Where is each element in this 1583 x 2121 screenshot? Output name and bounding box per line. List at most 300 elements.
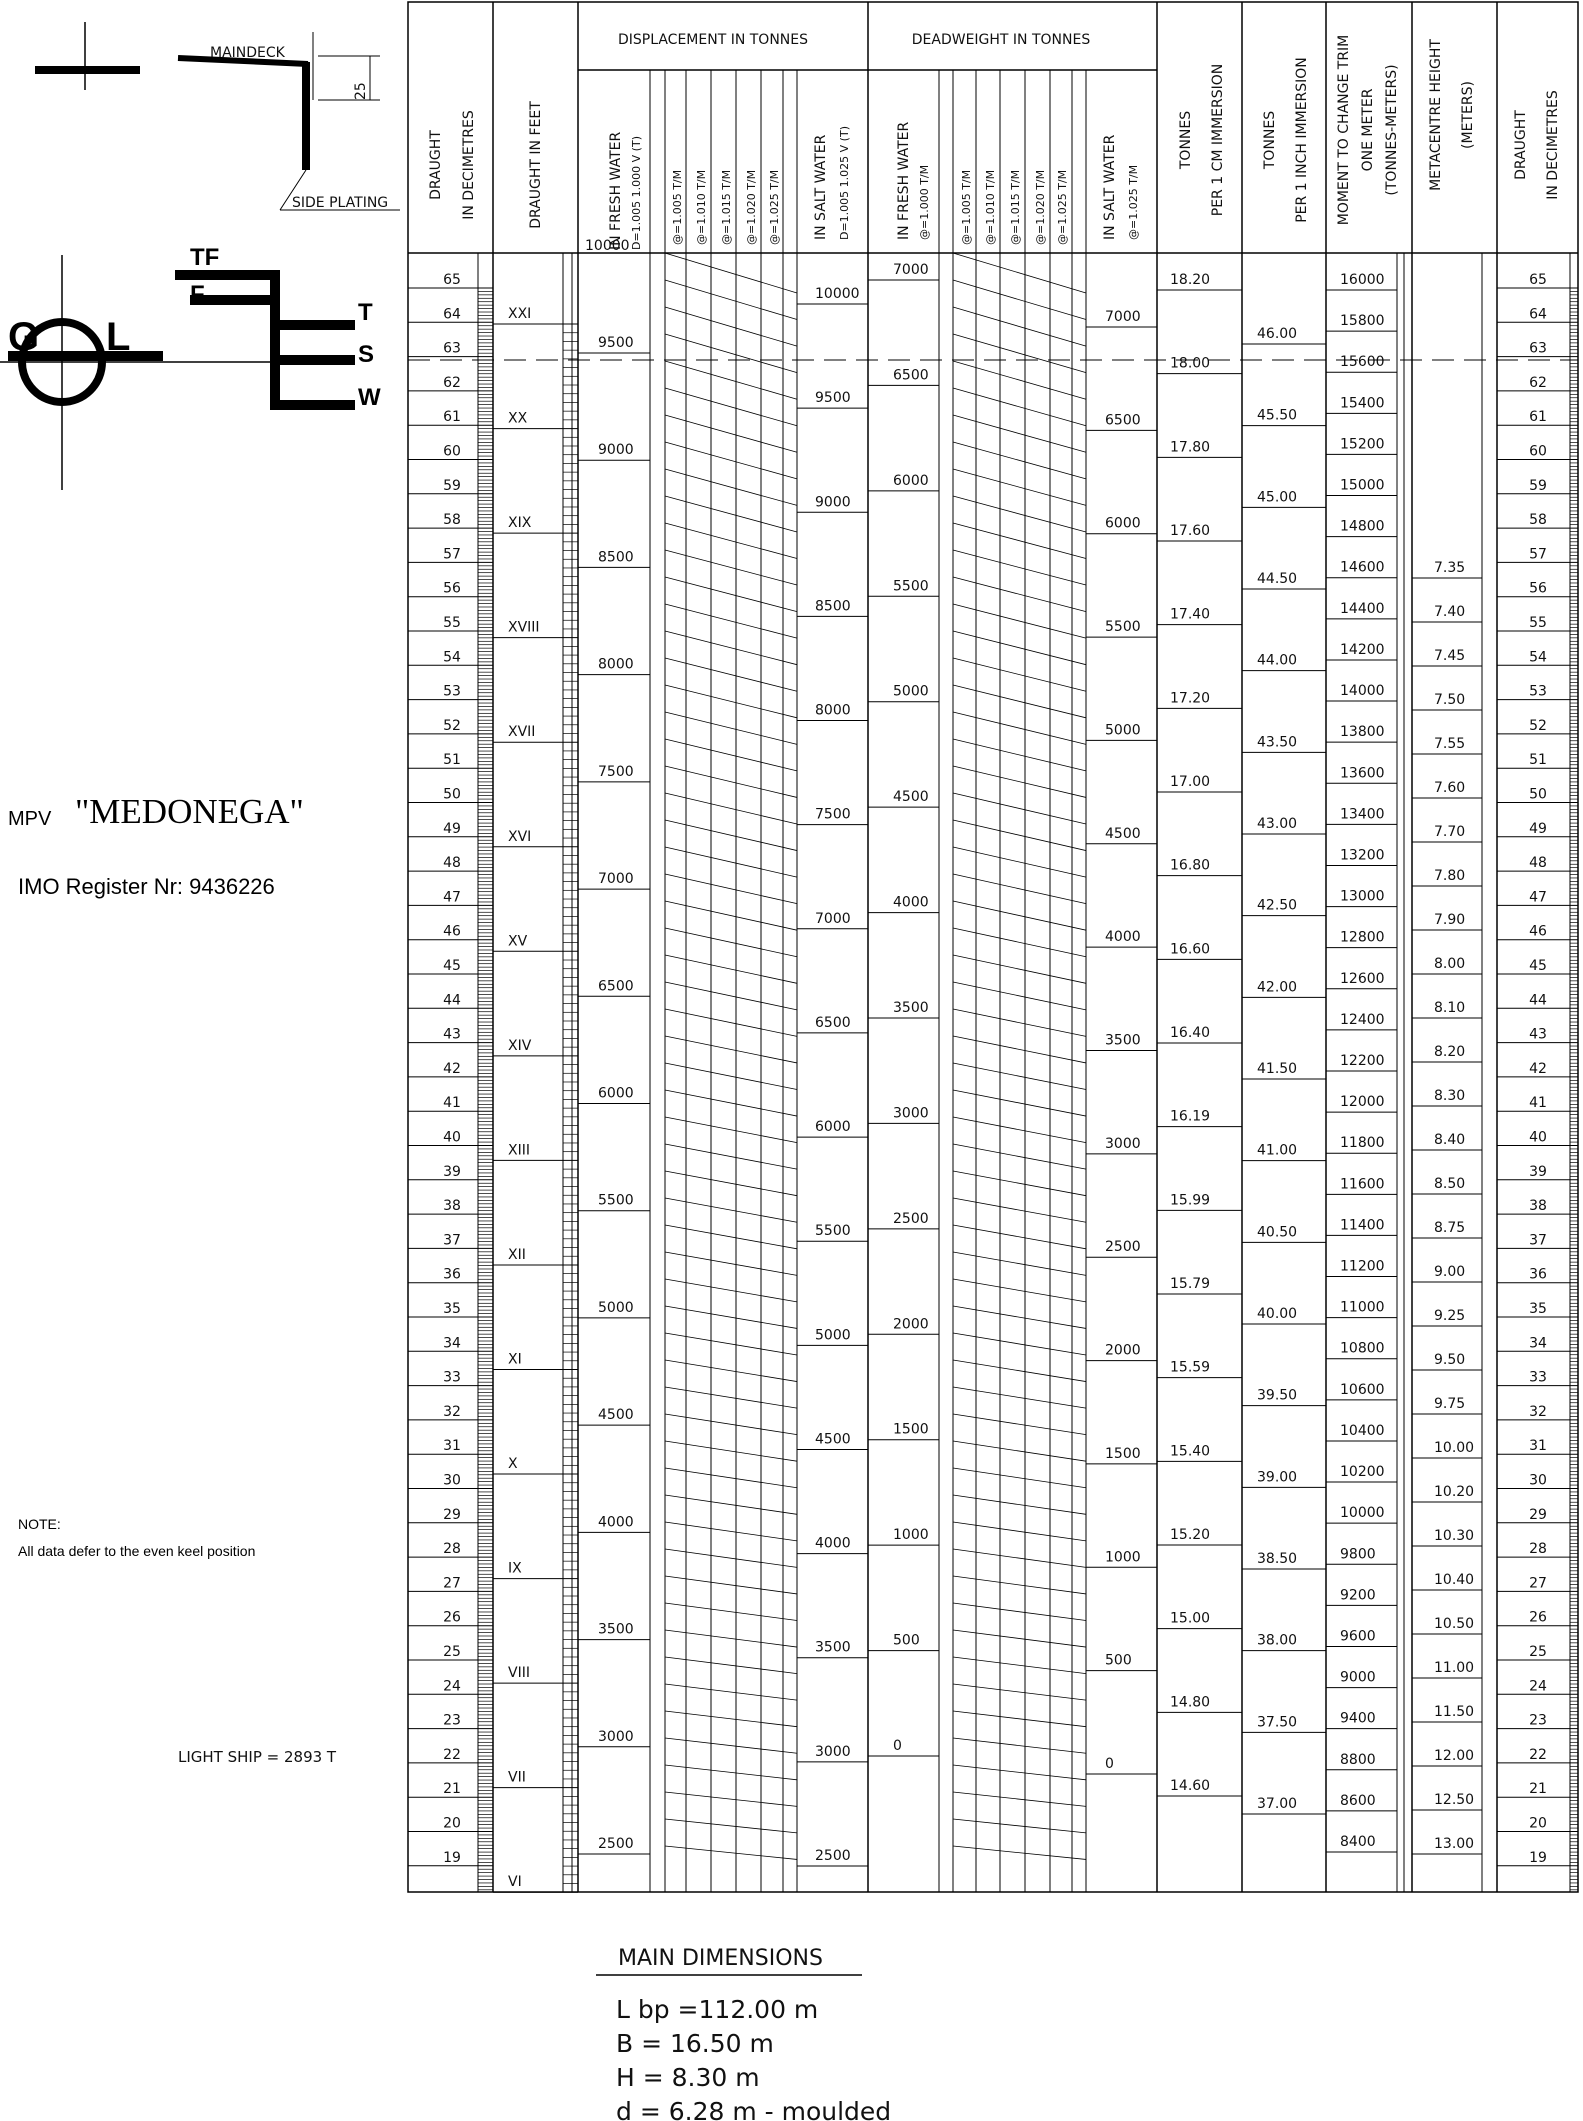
draught-dm-value: 63 (1529, 340, 1547, 357)
draught-feet-value: XIX (508, 515, 532, 532)
dw_fresh-value: 4000 (893, 894, 929, 911)
mct-value: 11800 (1340, 1135, 1385, 1152)
density-ladder-line (665, 1360, 797, 1382)
column-deadweight-fresh (868, 262, 939, 1756)
density-ladder-line (953, 1414, 1086, 1435)
mct-value: 13200 (1340, 847, 1385, 864)
main-dimensions-title: MAIN DIMENSIONS (618, 1946, 823, 1971)
density-ladder-line (953, 739, 1086, 771)
density-ladder-line (953, 712, 1086, 744)
density-ladder-line (953, 1117, 1086, 1143)
draught-dm-value: 28 (443, 1541, 461, 1558)
mct-value: 8800 (1340, 1751, 1376, 1768)
letter-f: F (190, 281, 205, 308)
draught-feet-value: XX (508, 410, 528, 427)
tpc-value: 15.99 (1170, 1192, 1211, 1209)
density-ladder-line (953, 955, 1086, 983)
header-draught-dm-left-2: IN DECIMETRES (461, 110, 477, 220)
mct-value: 9000 (1340, 1669, 1376, 1686)
metacentre-value: 8.10 (1434, 1000, 1466, 1016)
draught-feet-value: XIV (508, 1037, 532, 1054)
mct-value: 8600 (1340, 1792, 1376, 1809)
disp_salt-value: 7500 (815, 806, 851, 823)
mct-value: 11200 (1340, 1258, 1385, 1275)
tpi-value: 40.50 (1257, 1224, 1298, 1241)
draught-feet-value: XV (508, 933, 528, 950)
density-ladder-line (665, 928, 797, 957)
dw_salt-value: 1000 (1105, 1549, 1141, 1566)
density-ladder-line (665, 1306, 797, 1328)
density-ladder-line (953, 1657, 1086, 1674)
density-ladder-line (665, 550, 797, 585)
density-ladder-line (665, 1225, 797, 1249)
mct-value: 10400 (1340, 1422, 1385, 1439)
density-ladder-line (953, 1198, 1086, 1222)
density-ladder-line (953, 1171, 1086, 1196)
header-dw-salt-1: IN SALT WATER (1102, 134, 1118, 240)
density-ladder-line (953, 982, 1086, 1010)
tpi-value: 44.00 (1257, 652, 1298, 669)
dw_fresh-value: 3500 (893, 1000, 929, 1016)
density-ladder-line (665, 1630, 797, 1647)
tpc-value: 16.60 (1170, 941, 1211, 958)
disp_salt-value: 3000 (815, 1743, 851, 1760)
density-ladder-line (953, 1765, 1086, 1780)
ship-name: "MEDONEGA" (75, 792, 304, 831)
density-ladder-line (953, 469, 1086, 505)
dw_fresh-value: 2000 (893, 1316, 929, 1333)
density-ladder-line (953, 658, 1086, 691)
draught-dm-value: 41 (443, 1095, 461, 1112)
letter-w: W (358, 384, 381, 411)
disp_salt-value: 2500 (815, 1848, 851, 1864)
tpc-value: 15.20 (1170, 1527, 1211, 1543)
density-ladder-line (665, 1711, 797, 1727)
draught-feet-value: XI (508, 1351, 522, 1368)
density-ladder-line (953, 631, 1086, 665)
draught-dm-value: 44 (443, 992, 461, 1009)
density-ladder-line (665, 1414, 797, 1435)
draught-dm-value: 48 (1529, 855, 1547, 872)
draught-dm-value: 34 (443, 1335, 461, 1352)
draught-dm-value: 55 (443, 615, 461, 631)
density-ladder-line (665, 901, 797, 930)
tpc-value: 16.19 (1170, 1108, 1211, 1125)
draught-dm-value: 61 (1529, 409, 1547, 426)
density-ladders (665, 253, 1086, 1859)
draught-dm-value: 65 (1529, 272, 1547, 288)
draught-dm-value: 22 (443, 1746, 461, 1763)
draught-dm-value: 36 (443, 1266, 461, 1283)
density-ladder-line (953, 1711, 1086, 1727)
dim-h: H = 8.30 m (616, 2063, 760, 2092)
column-tpi (1242, 326, 1326, 1814)
header-dw-fresh-2: @=1.000 T/M (918, 164, 931, 240)
metacentre-value: 7.90 (1434, 912, 1466, 928)
draught-feet-value: XVII (508, 724, 536, 741)
draught-dm-value: 38 (1529, 1198, 1547, 1215)
metacentre-value: 11.50 (1434, 1704, 1475, 1720)
density-ladder-line (665, 847, 797, 877)
dw_salt-value: 3000 (1105, 1135, 1141, 1152)
draught-feet-value: XVIII (508, 619, 540, 636)
mct-value: 14800 (1340, 518, 1385, 535)
density-ladder-line (665, 712, 797, 744)
draught-dm-value: 41 (1529, 1095, 1547, 1112)
tpc-value: 16.40 (1170, 1025, 1211, 1041)
dw_salt-value: 500 (1105, 1652, 1132, 1669)
density-ladder-line (665, 631, 797, 665)
dw_fresh-value: 0 (893, 1738, 902, 1754)
dw_fresh-value: 6500 (893, 367, 929, 384)
scale-tick-strips (478, 253, 1570, 1892)
mct-value: 12400 (1340, 1011, 1385, 1028)
density-ladder-line (953, 1279, 1086, 1302)
draught-dm-value: 31 (1529, 1438, 1547, 1455)
draught-dm-value: 44 (1529, 992, 1547, 1009)
metacentre-value: 7.80 (1434, 868, 1466, 884)
metacentre-value: 7.60 (1434, 780, 1466, 796)
column-draught-feet (493, 306, 578, 1892)
density-label: @=1.020 T/M (1034, 169, 1047, 245)
draught-dm-value: 37 (443, 1232, 461, 1249)
header-draught-dm-right-1: DRAUGHT (1513, 110, 1529, 180)
draught-dm-value: 19 (443, 1849, 461, 1866)
disp_fresh-value: 3500 (598, 1621, 634, 1638)
density-ladder-line (665, 1819, 797, 1833)
mct-value: 9800 (1340, 1546, 1376, 1563)
draught-feet-value: XII (508, 1246, 526, 1263)
disp_salt-value: 10000 (815, 286, 860, 302)
density-ladder-line (665, 982, 797, 1010)
light-ship-label: LIGHT SHIP = 2893 T (178, 1748, 337, 1766)
density-ladder-line (665, 1603, 797, 1621)
draught-dm-value: 25 (1529, 1644, 1547, 1660)
disp_fresh-value: 2500 (598, 1836, 634, 1852)
draught-dm-value: 64 (443, 306, 461, 323)
disp_salt-value: 4000 (815, 1535, 851, 1552)
disp_salt-value: 5000 (815, 1327, 851, 1344)
imo-register: IMO Register Nr: 9436226 (18, 874, 275, 899)
draught-dm-value: 27 (1529, 1575, 1547, 1592)
header-deadweight: DEADWEIGHT IN TONNES (911, 32, 1091, 48)
density-ladder-line (665, 658, 797, 691)
mct-value: 8400 (1340, 1834, 1376, 1850)
metacentre-value: 7.35 (1434, 560, 1466, 576)
header-mct-3: (TONNES-METERS) (1384, 64, 1400, 196)
draught-feet-value: XVI (508, 828, 532, 845)
draught-dm-value: 45 (1529, 958, 1547, 974)
draught-dm-value: 21 (443, 1781, 461, 1798)
mct-value: 15400 (1340, 395, 1385, 412)
disp_fresh-value: 4500 (598, 1407, 634, 1424)
density-ladder-line (953, 1576, 1086, 1594)
draught-dm-value: 20 (443, 1815, 461, 1832)
header-tpc-2: PER 1 CM IMMERSION (1210, 63, 1226, 217)
disp_salt-value: 9500 (815, 390, 851, 407)
metacentre-value: 9.50 (1434, 1352, 1466, 1368)
density-ladder-line (953, 874, 1086, 904)
density-ladder-line (953, 1252, 1086, 1275)
density-ladder-line (953, 820, 1086, 851)
header-metacentre-2: (METERS) (1460, 81, 1476, 149)
draught-dm-value: 46 (1529, 923, 1547, 940)
draught-dm-value: 28 (1529, 1541, 1547, 1558)
draught-dm-value: 27 (443, 1575, 461, 1592)
draught-dm-value: 50 (1529, 786, 1547, 803)
draught-dm-value: 55 (1529, 615, 1547, 631)
density-ladder-line (953, 1441, 1086, 1461)
column-draught-decimetres-left (443, 272, 461, 1866)
tpc-value: 16.80 (1170, 857, 1211, 874)
density-ladder-line (953, 1522, 1086, 1541)
metacentre-value: 13.00 (1434, 1836, 1475, 1852)
metacentre-value: 10.20 (1434, 1484, 1475, 1500)
density-ladder-line (953, 928, 1086, 957)
column-draught-decimetres-right (1529, 272, 1547, 1866)
density-ladder-line (665, 1765, 797, 1780)
draught-dm-value: 53 (1529, 683, 1547, 700)
tpi-value: 45.50 (1257, 407, 1298, 424)
header-displacement: DISPLACEMENT IN TONNES (617, 32, 809, 48)
draught-feet-value: VI (508, 1874, 522, 1891)
density-ladder-line (953, 685, 1086, 718)
density-ladder-line (953, 847, 1086, 877)
draught-dm-value: 57 (443, 546, 461, 563)
density-ladder-line (665, 1792, 797, 1806)
mct-value: 12200 (1340, 1053, 1385, 1069)
draught-dm-value: 47 (443, 889, 461, 906)
density-ladder-line (665, 577, 797, 612)
metacentre-value: 9.00 (1434, 1264, 1466, 1280)
dw_salt-value: 4500 (1105, 825, 1141, 842)
density-ladder-line (953, 523, 1086, 559)
note-text: All data defer to the even keel position (18, 1543, 256, 1559)
draught-dm-value: 21 (1529, 1781, 1547, 1798)
dw_salt-value: 0 (1105, 1756, 1114, 1772)
tpi-value: 40.00 (1257, 1306, 1298, 1322)
letter-g: G (8, 315, 40, 359)
tpc-value: 18.00 (1170, 355, 1211, 372)
draught-dm-value: 36 (1529, 1266, 1547, 1283)
tpc-value: 15.79 (1170, 1276, 1211, 1292)
dw_fresh-value: 4500 (893, 789, 929, 806)
metacentre-value: 9.25 (1434, 1308, 1466, 1324)
draught-dm-value: 30 (1529, 1472, 1547, 1489)
disp_fresh-value: 7000 (598, 871, 634, 888)
mct-value: 9200 (1340, 1587, 1376, 1604)
metacentre-value: 9.75 (1434, 1396, 1466, 1412)
header-metacentre-1: METACENTRE HEIGHT (1428, 39, 1444, 191)
draught-dm-value: 50 (443, 786, 461, 803)
density-ladder-line (953, 442, 1086, 479)
header-disp-salt-1: IN SALT WATER (813, 134, 829, 240)
draught-dm-value: 62 (443, 374, 461, 391)
density-ladder-line (953, 793, 1086, 824)
draught-dm-value: 22 (1529, 1746, 1547, 1763)
mct-value: 12600 (1340, 970, 1385, 987)
draught-dm-value: 60 (1529, 443, 1547, 460)
density-ladder-line (953, 1225, 1086, 1249)
density-ladder-line (665, 1846, 797, 1859)
draught-dm-value: 30 (443, 1472, 461, 1489)
metacentre-value: 8.40 (1434, 1132, 1466, 1148)
tpc-value: 17.00 (1170, 774, 1211, 790)
draught-dm-value: 59 (1529, 477, 1547, 494)
header-tpi-1: TONNES (1262, 110, 1278, 170)
disp_salt-value: 5500 (815, 1223, 851, 1240)
header-mct-1: MOMENT TO CHANGE TRIM (1336, 34, 1352, 226)
mct-value: 13800 (1340, 724, 1385, 741)
density-label: @=1.025 T/M (1056, 169, 1069, 245)
metacentre-value: 8.50 (1434, 1176, 1466, 1192)
density-ladder-line (665, 1522, 797, 1541)
dw_salt-value: 4000 (1105, 929, 1141, 946)
tpi-value: 43.00 (1257, 816, 1298, 832)
density-ladder-line (665, 1090, 797, 1116)
density-ladder-line (665, 496, 797, 532)
column-displacement-salt (797, 286, 868, 1866)
column-metacentre (1412, 560, 1482, 1854)
density-ladder-line (665, 280, 797, 320)
draught-dm-value: 25 (443, 1644, 461, 1660)
draught-dm-value: 54 (1529, 649, 1547, 666)
density-label: @=1.025 T/M (768, 169, 781, 245)
header-draught-dm-left-1: DRAUGHT (428, 130, 444, 200)
density-ladder-line (665, 469, 797, 505)
column-mct (1326, 272, 1397, 1852)
dw_salt-value: 7000 (1105, 309, 1141, 325)
density-ladder-line (665, 1117, 797, 1143)
density-ladder-line (665, 604, 797, 638)
draught-dm-value: 23 (1529, 1712, 1547, 1729)
density-ladder-line (953, 280, 1086, 320)
density-ladder-line (953, 1306, 1086, 1328)
density-ladder-line (953, 1009, 1086, 1036)
mct-value: 15200 (1340, 436, 1385, 453)
dw_fresh-value: 3000 (893, 1105, 929, 1122)
draught-dm-value: 59 (443, 477, 461, 494)
density-ladder-line (953, 1036, 1086, 1063)
disp_fresh-value: 8000 (598, 656, 634, 673)
draught-dm-value: 43 (443, 1026, 461, 1043)
density-ladder-line (953, 1090, 1086, 1116)
draught-dm-value: 58 (443, 512, 461, 529)
draught-dm-value: 40 (1529, 1129, 1547, 1146)
dw_fresh-value: 7000 (893, 262, 929, 278)
mct-value: 13000 (1340, 888, 1385, 905)
disp_salt-value: 6500 (815, 1014, 851, 1031)
tpi-value: 41.50 (1257, 1061, 1298, 1077)
tpi-value: 39.00 (1257, 1469, 1298, 1486)
density-ladder-line (665, 1279, 797, 1302)
tpi-value: 42.50 (1257, 897, 1298, 914)
header-disp-fresh-1: IN FRESH WATER (608, 131, 624, 250)
density-ladder-line (953, 1144, 1086, 1169)
tpc-value: 15.40 (1170, 1443, 1211, 1460)
density-ladder-line (665, 1171, 797, 1196)
tpc-value: 17.60 (1170, 523, 1211, 539)
mct-value: 12800 (1340, 929, 1385, 946)
draught-dm-value: 23 (443, 1712, 461, 1729)
disp_fresh-value: 6500 (598, 978, 634, 995)
density-ladder-line (665, 1144, 797, 1169)
density-ladder-line (953, 1630, 1086, 1647)
tpi-value: 41.00 (1257, 1142, 1298, 1159)
mct-value: 10600 (1340, 1381, 1385, 1398)
density-ladder-line (665, 793, 797, 824)
metacentre-value: 10.30 (1434, 1528, 1475, 1544)
density-ladder-line (953, 1738, 1086, 1753)
density-ladder-line (665, 1684, 797, 1700)
density-ladder-line (953, 1063, 1086, 1090)
density-ladder-line (953, 550, 1086, 585)
metacentre-value: 8.00 (1434, 956, 1466, 972)
disp_fresh-value: 5500 (598, 1192, 634, 1209)
dw_salt-value: 6500 (1105, 412, 1141, 429)
draught-dm-value: 43 (1529, 1026, 1547, 1043)
disp_salt-value: 8000 (815, 702, 851, 719)
draught-dm-value: 60 (443, 443, 461, 460)
metacentre-value: 12.50 (1434, 1792, 1475, 1808)
density-ladder-line (665, 1252, 797, 1275)
density-ladder-line (665, 820, 797, 851)
density-ladder-line (665, 1738, 797, 1753)
density-label: @=1.005 T/M (960, 169, 973, 245)
tpc-value: 17.20 (1170, 690, 1211, 707)
disp_salt-value: 9000 (815, 494, 851, 511)
letter-s: S (358, 341, 375, 368)
dw_fresh-value: 2500 (893, 1210, 929, 1227)
draught-feet-value: VII (508, 1769, 526, 1786)
metacentre-value: 7.70 (1434, 824, 1466, 840)
density-ladder-line (665, 442, 797, 479)
column-displacement-fresh (578, 238, 650, 1854)
draught-dm-value: 33 (1529, 1369, 1547, 1386)
density-ladder-line (665, 685, 797, 718)
column-tpc (1157, 272, 1242, 1796)
draught-dm-value: 24 (443, 1678, 461, 1695)
dw_salt-value: 1500 (1105, 1445, 1141, 1462)
header-draught-feet: DRAUGHT IN FEET (528, 101, 544, 229)
metacentre-value: 11.00 (1434, 1660, 1475, 1676)
density-ladder-line (665, 253, 797, 293)
density-ladder-line (665, 1549, 797, 1567)
mct-value: 10800 (1340, 1340, 1385, 1357)
density-ladder-line (953, 1684, 1086, 1700)
draught-dm-value: 62 (1529, 374, 1547, 391)
density-ladder-line (665, 1198, 797, 1222)
tpi-value: 39.50 (1257, 1387, 1298, 1404)
draught-dm-value: 19 (1529, 1849, 1547, 1866)
mct-value: 16000 (1340, 272, 1385, 288)
draught-dm-value: 37 (1529, 1232, 1547, 1249)
metacentre-value: 7.55 (1434, 736, 1466, 752)
draught-dm-value: 42 (1529, 1060, 1547, 1077)
draught-dm-value: 61 (443, 409, 461, 426)
density-ladder-line (953, 1360, 1086, 1382)
draught-dm-value: 52 (443, 717, 461, 734)
tpi-value: 44.50 (1257, 571, 1298, 587)
density-label: @=1.005 T/M (671, 169, 684, 245)
density-ladder-line (665, 1009, 797, 1036)
density-ladder-line (953, 1495, 1086, 1514)
tpi-value: 38.50 (1257, 1551, 1298, 1567)
density-ladder-line (665, 523, 797, 559)
metacentre-value: 10.40 (1434, 1572, 1475, 1588)
dw_salt-value: 5000 (1105, 722, 1141, 739)
disp_fresh-value: 9000 (598, 442, 634, 459)
